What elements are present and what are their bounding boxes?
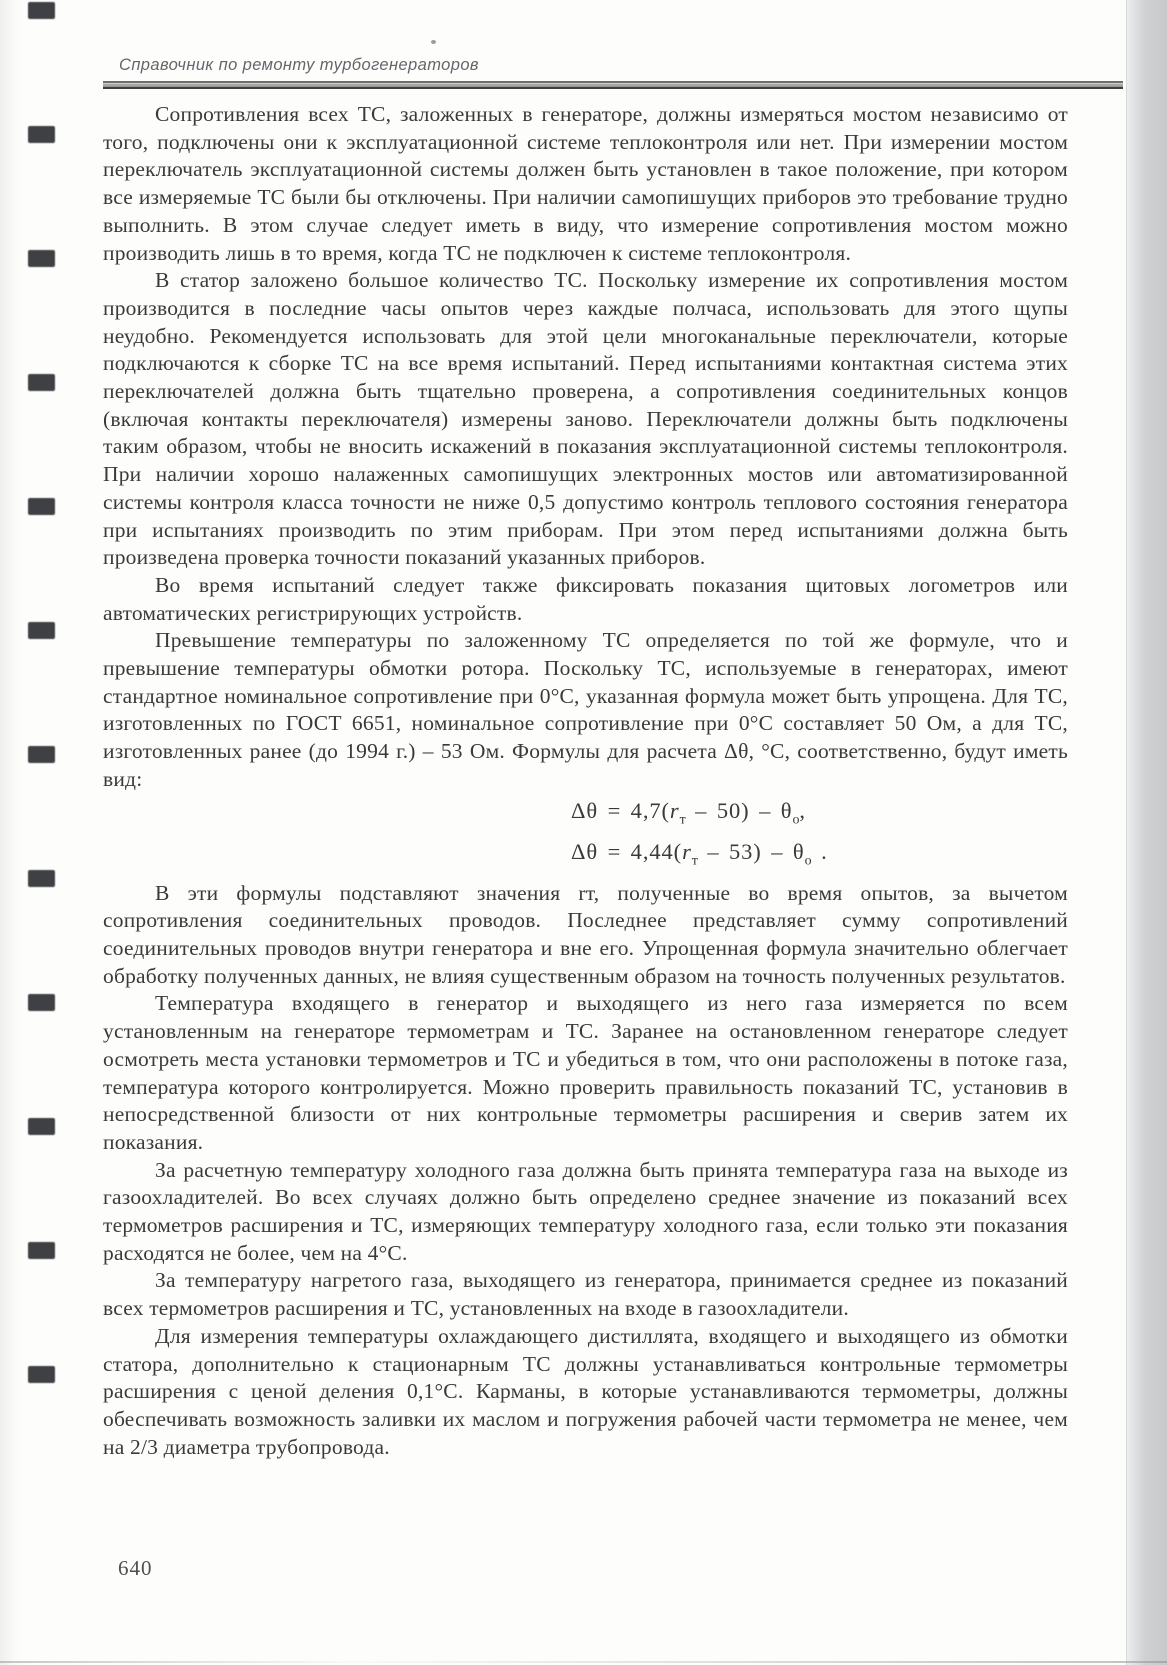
page-number: 640 bbox=[118, 1556, 153, 1580]
paragraph: Температура входящего в генератор и выходящего из него газа измеряется по всем установленным на генераторе термометрам и ТС. Заранее на остановленном генераторе следует осмотреть места установки термометров и ТС и убедиться в том, что они расположены в потоке газа, температура которого контролируется. Можно проверить правильность показаний ТС, установив в непосредственной близости от них контрольные термометры расширения и сверив затем их показания. bbox=[103, 991, 1068, 1154]
formula-line-2 bbox=[571, 836, 1068, 878]
scan-speck bbox=[431, 40, 436, 44]
scan-right-edge-band bbox=[1126, 0, 1167, 1665]
formula-end: , bbox=[799, 797, 806, 823]
paragraph: За температуру нагретого газа, выходящего из генератора, принимается среднее из показаний всех термометров расширения и ТС, установленных на входе в газоохладители. bbox=[103, 1268, 1068, 1321]
paragraph: В эти формулы подставляют значения rт, полученные во время опытов, за вычетом сопротивления соединительных проводов. Последнее представляет сумму сопротивлений соединительных проводов внутри генератора и вне его. Упрощенная формула значительно облегчает обработку полученных данных, не влияя существенным образом на точность полученных результатов. bbox=[103, 880, 1068, 988]
scan-binding-mark bbox=[28, 2, 55, 19]
formula-end: . bbox=[811, 839, 828, 865]
scan-binding-mark bbox=[28, 870, 55, 887]
scan-left-edge-shading bbox=[0, 0, 26, 1665]
scan-binding-mark bbox=[28, 250, 55, 267]
formula-var-sub: т bbox=[691, 853, 698, 869]
page-body bbox=[103, 101, 1068, 1461]
scan-binding-mark bbox=[28, 746, 55, 763]
formula-theta-sub: о bbox=[792, 812, 800, 828]
scan-bottom-edge bbox=[0, 1661, 1167, 1663]
scan-binding-mark bbox=[28, 374, 55, 391]
formula-block bbox=[103, 795, 1068, 878]
formula-theta-sub: о bbox=[804, 853, 812, 869]
scan-binding-mark bbox=[28, 1118, 55, 1135]
scan-binding-mark bbox=[28, 622, 55, 639]
header-rule bbox=[103, 81, 1123, 89]
paragraph: Во время испытаний следует также фиксировать показания щитовых логометров или автоматических регистрирующих устройств. bbox=[103, 572, 1068, 625]
page-content bbox=[103, 56, 1068, 1461]
formula-eq: Δθ = 4,7( bbox=[571, 797, 670, 823]
scan-binding-mark bbox=[28, 126, 55, 143]
scan-binding-mark bbox=[28, 994, 55, 1011]
scan-binding-mark bbox=[28, 1366, 55, 1383]
formula-var: r bbox=[669, 797, 680, 823]
paragraph: Превышение температуры по заложенному ТС определяется по той же формуле, что и превышение температуры обмотки ротора. Поскольку ТС, используемые в генераторах, имеют стандартное номинальное сопротивление при 0°С, указанная формула может быть упрощена. Для ТС, изготовленных по ГОСТ 6651, номинальное сопротивление при 0°С составляет 50 Ом, а для ТС, изготовленных ранее (до 1994 г.) – 53 Ом. Формулы для расчета Δθ, °С, соответственно, будут иметь вид: bbox=[103, 628, 1068, 791]
formula-eq: Δθ = 4,44( bbox=[571, 839, 683, 865]
formula-mid: – 50) – θ bbox=[685, 797, 793, 823]
paragraph: Для измерения температуры охлаждающего дистиллята, входящего и выходящего из обмотки статора, дополнительно к стационарным ТС должны устанавливаться контрольные термометры расширения с ценой деления 0,1°С. Карманы, в которые устанавливаются термометры, должны обеспечивать возможность заливки их маслом и погружения рабочей части термометра не менее, чем на 2/3 диаметра трубопровода. bbox=[103, 1323, 1068, 1459]
formula-line-1 bbox=[571, 795, 1068, 837]
formula-mid: – 53) – θ bbox=[697, 839, 805, 865]
running-header: Справочник по ремонту турбогенераторов bbox=[119, 56, 479, 74]
scan-binding-mark bbox=[28, 498, 55, 515]
paragraph: Сопротивления всех ТС, заложенных в генераторе, должны измеряться мостом независимо от того, подключены они к эксплуатационной системе теплоконтроля или нет. При измерении мостом переключатель эксплуатационной системы должен быть установлен в такое положение, при котором все измеряемые ТС были бы отключены. При наличии самопишущих приборов это требование трудно выполнить. В этом случае следует иметь в виду, что измерение сопротивления мостом можно производить лишь в то время, когда ТС не подключен к системе теплоконтроля. bbox=[103, 102, 1068, 265]
formula-var-sub: т bbox=[679, 812, 686, 828]
paragraph: В статор заложено большое количество ТС. Поскольку измерение их сопротивления мостом производится в последние часы опытов через каждые полчаса, использовать для этого щупы неудобно. Рекомендуется использовать для этой цели многоканальные переключатели, которые подключаются к сборке ТС на все время испытаний. Перед испытаниями контактная система этих переключателей должна быть тщательно проверена, а сопротивления соединительных концов (включая контакты переключателя) измерены заново. Переключатели должны быть подключены таким образом, чтобы не вносить искажений в показания эксплуатационной системы теплоконтроля. При наличии хорошо налаженных самопишущих электронных мостов или автоматизированной системы контроля класса точности не ниже 0,5 допустимо контроль теплового состояния генератора при испытаниях производить по этим приборам. При этом перед испытаниями должна быть произведена проверка точности показаний указанных приборов. bbox=[103, 268, 1068, 570]
scan-binding-mark bbox=[28, 1242, 55, 1259]
formula-var: r bbox=[682, 839, 692, 865]
paragraph: За расчетную температуру холодного газа должна быть принята температура газа на выходе из газоохладителей. Во всех случаях должно быть определено среднее значение из показаний всех термометров расширения и ТС, измеряющих температуру холодного газа, если только эти показания расходятся не более, чем на 4°С. bbox=[103, 1157, 1068, 1265]
